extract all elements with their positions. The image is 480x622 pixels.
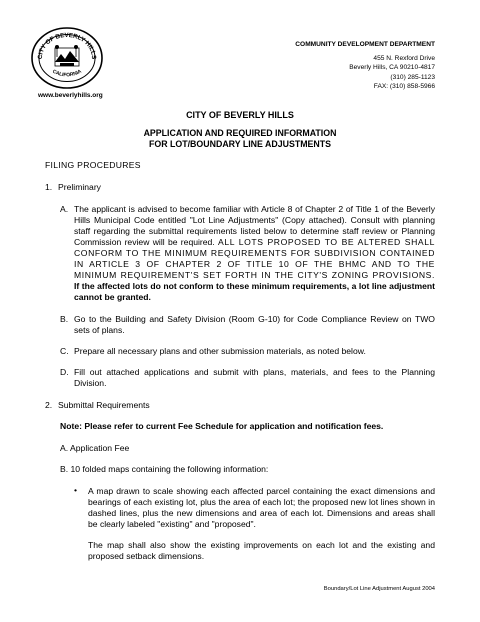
seal-text-top: CITY OF BEVERLY HILLS bbox=[36, 31, 98, 60]
section-1-heading: Preliminary bbox=[58, 182, 101, 192]
city-seal-logo bbox=[30, 26, 104, 90]
item-2a-application-fee: A. Application Fee bbox=[60, 443, 130, 453]
page-footer: Boundary/Lot Line Adjustment August 2004 bbox=[323, 586, 435, 592]
city-title: CITY OF BEVERLY HILLS bbox=[186, 110, 294, 120]
item-1c-paragraph: Prepare all necessary plans and other submission materials, as noted below. bbox=[74, 346, 366, 356]
document-title bbox=[0, 128, 480, 150]
section-2-heading: Submittal Requirements bbox=[58, 400, 150, 410]
item-1a-paragraph bbox=[74, 204, 435, 303]
section-2-number: 2. bbox=[45, 400, 53, 410]
item-1d-marker: D. bbox=[60, 367, 69, 377]
item-1b-paragraph: Go to the Building and Safety Division (Room G-10) for Code Compliance Review on TWO sets of plans. bbox=[74, 314, 435, 335]
fee-schedule-note: Note: Please refer to current Fee Schedule for application and notification fees. bbox=[60, 421, 384, 431]
address-line-2: Beverly Hills, CA 90210-4817 bbox=[349, 64, 435, 72]
phone-number: (310) 285-1123 bbox=[390, 73, 435, 81]
department-address-block bbox=[295, 40, 435, 92]
map-improvements-paragraph: The map shall also show the existing improvements on each lot and the existing and proposed setback dimensions. bbox=[88, 540, 435, 561]
item-1a-intro: The applicant is advised to become familiar with Article 8 of Chapter 2 of Title 1 of the Beverly Hills Municipal Code entitled "Lot Line Adjustments" (Copy attached). Consult with planning staff regarding the submittal requirements listed below to determine staff review or Planning Commission review will be required. bbox=[74, 204, 435, 247]
filing-procedures-heading: FILING PROCEDURES bbox=[45, 160, 141, 170]
department-name: COMMUNITY DEVELOPMENT DEPARTMENT bbox=[295, 41, 435, 48]
item-1a-bold: If the affected lots do not conform to these minimum requirements, a lot line adjustment cannot be granted. bbox=[74, 281, 435, 302]
bullet-dot-icon: • bbox=[74, 485, 78, 495]
seal-text-bottom: CALIFORNIA bbox=[51, 68, 83, 79]
item-2b-folded-maps: B. 10 folded maps containing the following information: bbox=[60, 464, 269, 474]
document-title-line-1: APPLICATION AND REQUIRED INFORMATION bbox=[143, 128, 337, 138]
item-1d-paragraph: Fill out attached applications and submit with plans, materials, and fees to the Planning Division. bbox=[74, 367, 435, 388]
website-link[interactable]: www.beverlyhills.org bbox=[38, 92, 103, 99]
item-1a-marker: A. bbox=[60, 204, 69, 214]
item-1a-caps: ALL LOTS PROPOSED TO BE ALTERED SHALL CONFORM TO THE MINIMUM REQUIREMENTS FOR SUBDIVISION CONTAINED IN ARTICLE 3 OF CHAPTER 2 OF TITLE 10 OF THE BHMC AND TO THE MINIMUM REQUIREMENT'S SET FORTH IN THE CITY'S ZONING PROVISIONS. bbox=[74, 237, 435, 280]
document-title-line-2: FOR LOT/BOUNDARY LINE ADJUSTMENTS bbox=[149, 139, 331, 149]
address-line-1: 455 N. Rexford Drive bbox=[373, 54, 435, 62]
section-1-number: 1. bbox=[45, 182, 53, 192]
item-1c-marker: C. bbox=[60, 346, 69, 356]
item-1b-marker: B. bbox=[60, 314, 69, 324]
map-requirement-bullet: A map drawn to scale showing each affected parcel containing the exact dimensions and bearings of each existing lot, plus the area of each lot; the proposed new lot lines shown in dashed lines, plus the new dimensions and area of each lot. Dimensions and areas shall be clearly labeled "existing" and "proposed". bbox=[88, 486, 435, 529]
fax-number: FAX: (310) 858-5966 bbox=[373, 83, 435, 91]
